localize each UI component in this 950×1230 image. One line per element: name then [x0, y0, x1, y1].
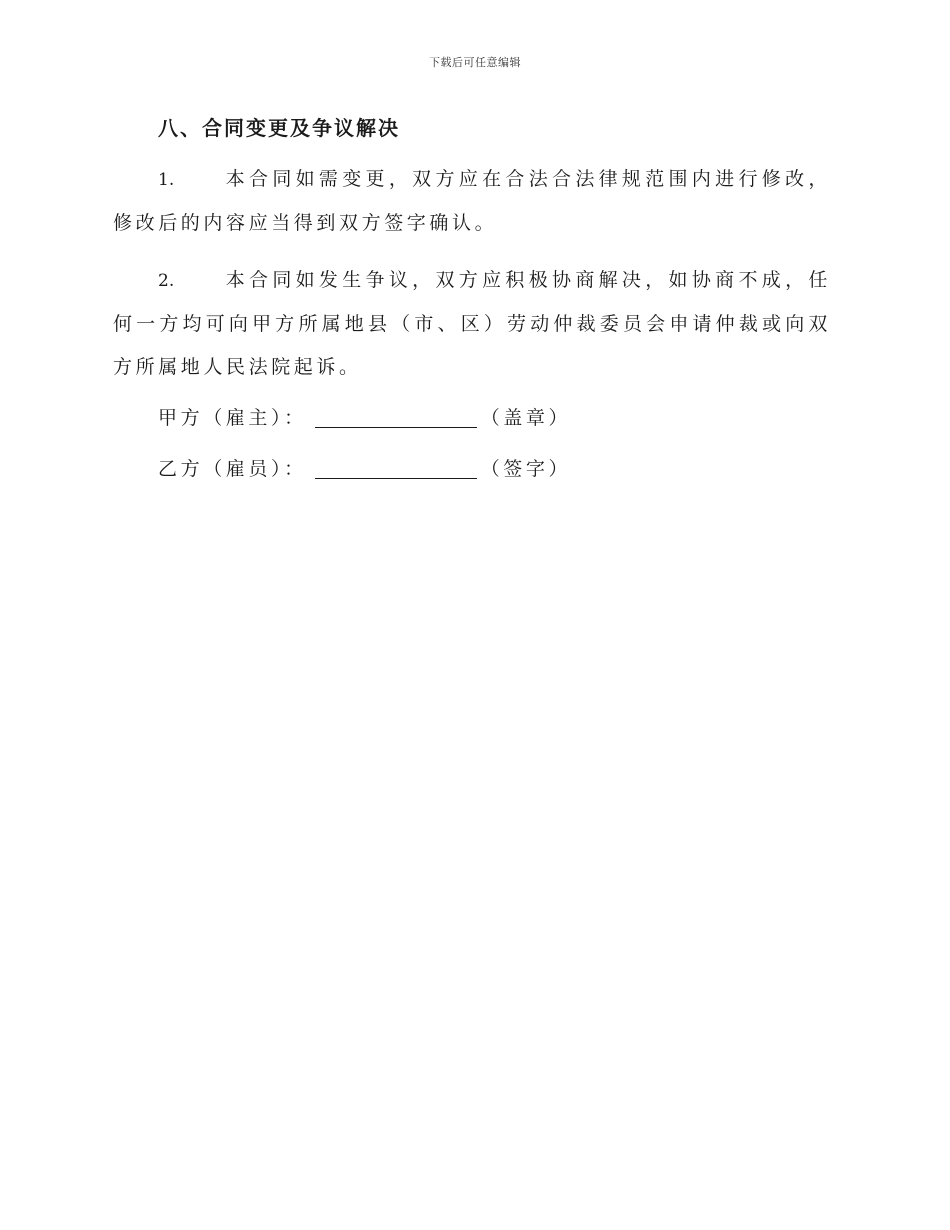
section-heading: 八、合同变更及争议解决	[158, 116, 400, 140]
clause-2	[113, 259, 831, 389]
signature-party-a	[113, 397, 831, 440]
document-body	[113, 112, 831, 491]
clause-number: 2.	[158, 271, 175, 291]
signature-label: 乙方（雇员）：	[158, 458, 307, 480]
clause-number: 1.	[158, 170, 175, 190]
clause-1	[113, 158, 831, 245]
page-header-note: 下载后可任意编辑	[429, 56, 521, 69]
signature-party-b	[113, 448, 831, 491]
signature-blank	[315, 426, 477, 428]
signature-label: 甲方（雇主）：	[158, 407, 307, 429]
signature-suffix: （签字）	[480, 458, 572, 480]
signature-suffix: （盖章）	[480, 407, 572, 429]
signature-blank	[315, 477, 477, 479]
clause-text: 本合同如发生争议，双方应积极协商解决，如协商不成，任何一方均可向甲方所属地县（市、区）劳动仲裁委员会申请仲裁或向双方所属地人民法院起诉。	[113, 269, 831, 378]
clause-text: 本合同如需变更，双方应在合法合法律规范围内进行修改，修改后的内容应当得到双方签字确认。	[113, 168, 831, 234]
